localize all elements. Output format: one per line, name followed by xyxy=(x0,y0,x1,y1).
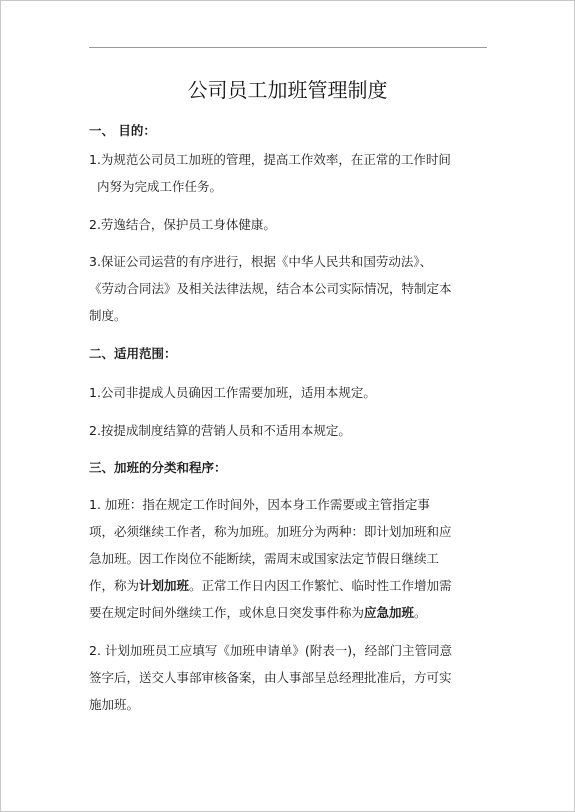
paragraph-line: 2.按提成制度结算的营销人员和不适用本规定。 xyxy=(89,423,351,438)
paragraph-line xyxy=(89,577,452,595)
paragraph-line: 《劳动合同法》及相关法律法规，结合本公司实际情况，特制定本 xyxy=(89,281,452,296)
text-run: 。 xyxy=(414,605,427,620)
header-rule xyxy=(89,47,487,48)
section-heading-scope: 二、适用范围： xyxy=(89,346,177,361)
paragraph-line: 2. 计划加班员工应填写《加班申请单》(附表一)，经部门主管同意 xyxy=(89,643,453,658)
section-heading-purpose: 一、 目的： xyxy=(89,123,156,138)
paragraph-line: 项，必须继续工作者，称为加班。加班分为两种：即计划加班和应 xyxy=(89,524,452,539)
paragraph-line: 施加班。 xyxy=(89,697,140,712)
term-planned-overtime: 计划加班 xyxy=(139,578,190,593)
paragraph-line: 制度。 xyxy=(89,308,127,323)
document-title: 公司员工加班管理制度 xyxy=(187,78,388,102)
paragraph-line: 签字后，送交人事部审核备案，由人事部呈总经理批准后，方可实 xyxy=(89,670,452,685)
text-run: 。正常工作日内因工作繁忙、临时性工作增加需 xyxy=(189,578,452,593)
paragraph-line: 2.劳逸结合，保护员工身体健康。 xyxy=(89,217,276,232)
paragraph-line xyxy=(89,604,427,622)
text-run: 要在规定时间外继续工作，或休息日突发事件称为 xyxy=(89,605,365,620)
paragraph-line: 1.公司非提成人员确因工作需要加班，适用本规定。 xyxy=(89,385,376,400)
section-heading-classification: 三、加班的分类和程序： xyxy=(89,460,227,475)
paragraph-line: 1.为规范公司员工加班的管理，提高工作效率，在正常的工作时间 xyxy=(89,152,451,167)
paragraph-line: 3.保证公司运营的有序进行，根据《中华人民共和国劳动法》、 xyxy=(89,254,433,269)
paragraph-line: 急加班。因工作岗位不能断续，需周末或国家法定节假日继续工 xyxy=(89,551,440,566)
paragraph-line: 1. 加班：指在规定工作时间外，因本身工作需要或主管指定事 xyxy=(89,497,430,512)
term-emergency-overtime: 应急加班 xyxy=(364,605,415,620)
paragraph-line: 内努为完成工作任务。 xyxy=(97,179,223,194)
text-run: 作，称为 xyxy=(89,578,140,593)
